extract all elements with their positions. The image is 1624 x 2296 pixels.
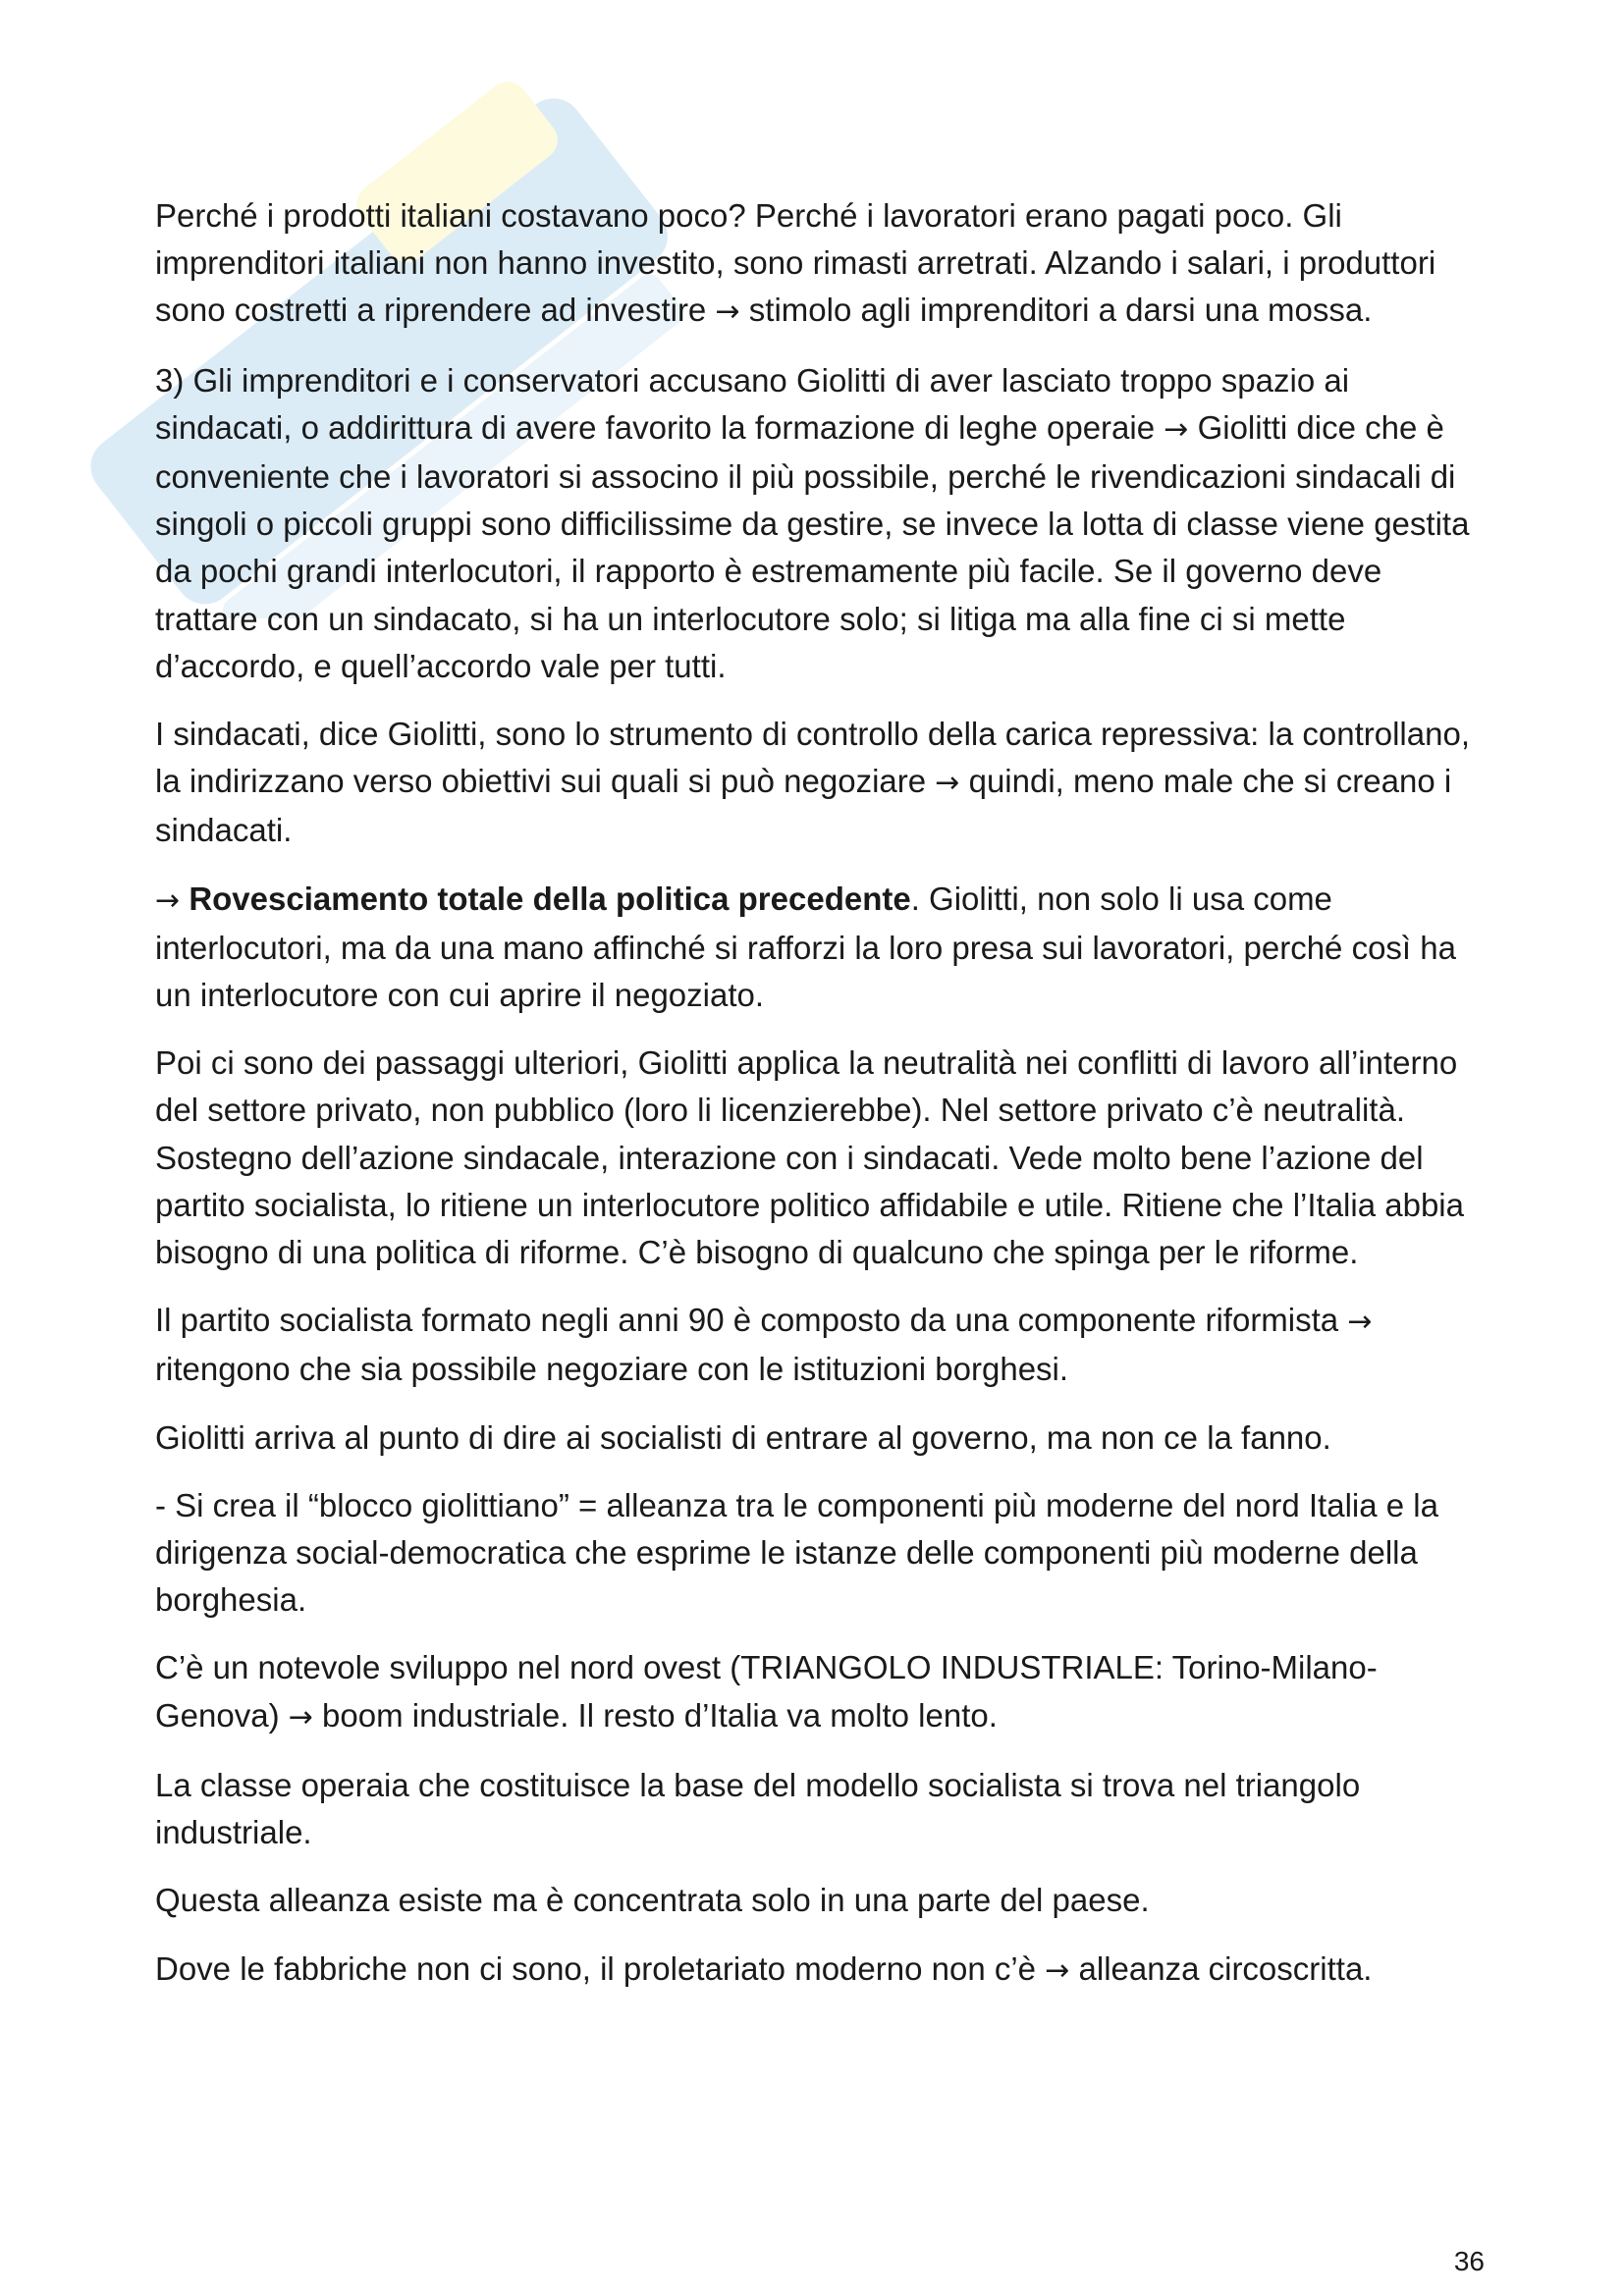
paragraph — [155, 876, 1490, 1020]
text-segment: Dove le fabbriche non ci sono, il proletariato moderno non c’è — [155, 1949, 1046, 1987]
body-text — [155, 192, 1490, 2015]
text-segment: 3) Gli imprenditori e i conservatori accusano Giolitti di aver lasciato troppo spazio ai sindacati, o addirittura di avere favorito la formazione di leghe operaie — [155, 361, 1350, 446]
text-segment: C’è un notevole sviluppo nel nord ovest (TRIANGOLO INDUSTRIALE: Torino-Milano-Genova) — [155, 1649, 1378, 1734]
text-segment: I sindacati, dice Giolitti, sono lo strumento di controllo della carica repressiva: la controllano, la indirizzano verso obiettivi sui quali si può negoziare — [155, 716, 1470, 800]
text-segment: Questa alleanza esiste ma è concentrata solo in una parte del paese. — [155, 1882, 1150, 1919]
paragraph — [155, 1762, 1490, 1856]
paragraph — [155, 1482, 1490, 1625]
arrow-icon: → — [1347, 1305, 1373, 1340]
text-segment: quindi, meno male che si creano i sindacati. — [155, 763, 1452, 849]
text-segment: Il partito socialista formato negli anni 90 è composto da una componente riformista — [155, 1302, 1348, 1339]
paragraph — [155, 711, 1490, 855]
arrow-icon: → — [1164, 411, 1189, 447]
arrow-icon: → — [155, 882, 181, 918]
arrow-icon: → — [288, 1699, 313, 1735]
text-segment: La classe operaia che costituisce la base del modello socialista si trova nel triangolo industriale. — [155, 1766, 1361, 1851]
paragraph — [155, 1415, 1490, 1462]
paragraph — [155, 1644, 1490, 1740]
arrow-icon: → — [935, 766, 960, 801]
text-segment: alleanza circoscritta. — [1069, 1949, 1373, 1987]
paragraph — [155, 192, 1490, 337]
arrow-icon: → — [1045, 1952, 1070, 1988]
paragraph — [155, 357, 1490, 690]
text-segment: boom industriale. Il resto d’Italia va molto lento. — [312, 1696, 998, 1734]
text-segment: . Giolitti, non solo li usa come interlocutori, ma da una mano affinché si rafforzi la loro presa sui lavoratori, perché così ha un interlocutore con cui aprire il negoziato. — [155, 880, 1456, 1014]
text-segment: Giolitti dice che è conveniente che i lavoratori si associno il più possibile, perché le rivendicazioni sindacali di singoli o piccoli gruppi sono difficilissime da gestire, se invece la lotta di classe viene gestita da pochi grandi interlocutori, il rapporto è estremamente più facile. Se il governo deve trattare con un sindacato, si ha un interlocutore solo; si litiga ma alla fine ci si mette d’accordo, e quell’accordo vale per tutti. — [155, 408, 1470, 684]
paragraph — [155, 1877, 1490, 1924]
page-number: 36 — [1453, 2246, 1485, 2276]
paragraph — [155, 1297, 1490, 1393]
text-segment: Giolitti arriva al punto di dire ai socialisti di entrare al governo, ma non ce la fanno. — [155, 1418, 1331, 1456]
paragraph — [155, 1040, 1490, 1276]
text-segment: Poi ci sono dei passaggi ulteriori, Giolitti applica la neutralità nei conflitti di lavoro all’interno del settore privato, non pubblico (loro li licenzierebbe). Nel settore privato c’è neutralità. Sostegno dell’azione sindacale, interazione con i sindacati. Vede molto bene l’azione del partito socialista, lo ritiene un interlocutore politico affidabile e utile. Ritiene che l’Italia abbia bisogno di una politica di riforme. C’è bisogno di qualcuno che spinga per le riforme. — [155, 1044, 1464, 1271]
text-segment: ritengono che sia possibile negoziare con le istituzioni borghesi. — [155, 1351, 1069, 1388]
text-segment: Perché i prodotti italiani costavano poco? Perché i lavoratori erano pagati poco. Gli imprenditori italiani non hanno investito, sono rimasti arretrati. Alzando i salari, i produttori sono costretti a riprendere ad investire — [155, 197, 1436, 329]
text-segment: - Si crea il “blocco giolittiano” = alleanza tra le componenti più moderne del nord Italia e la dirigenza social-democratica che esprime le istanze delle componenti più moderne della borghesia. — [155, 1486, 1438, 1619]
text-segment: stimolo agli imprenditori a darsi una mossa. — [739, 292, 1373, 329]
text-segment — [180, 881, 189, 917]
arrow-icon: → — [715, 294, 740, 330]
bold-text: Rovesciamento totale della politica precedente — [189, 880, 911, 917]
paragraph — [155, 1946, 1490, 1995]
